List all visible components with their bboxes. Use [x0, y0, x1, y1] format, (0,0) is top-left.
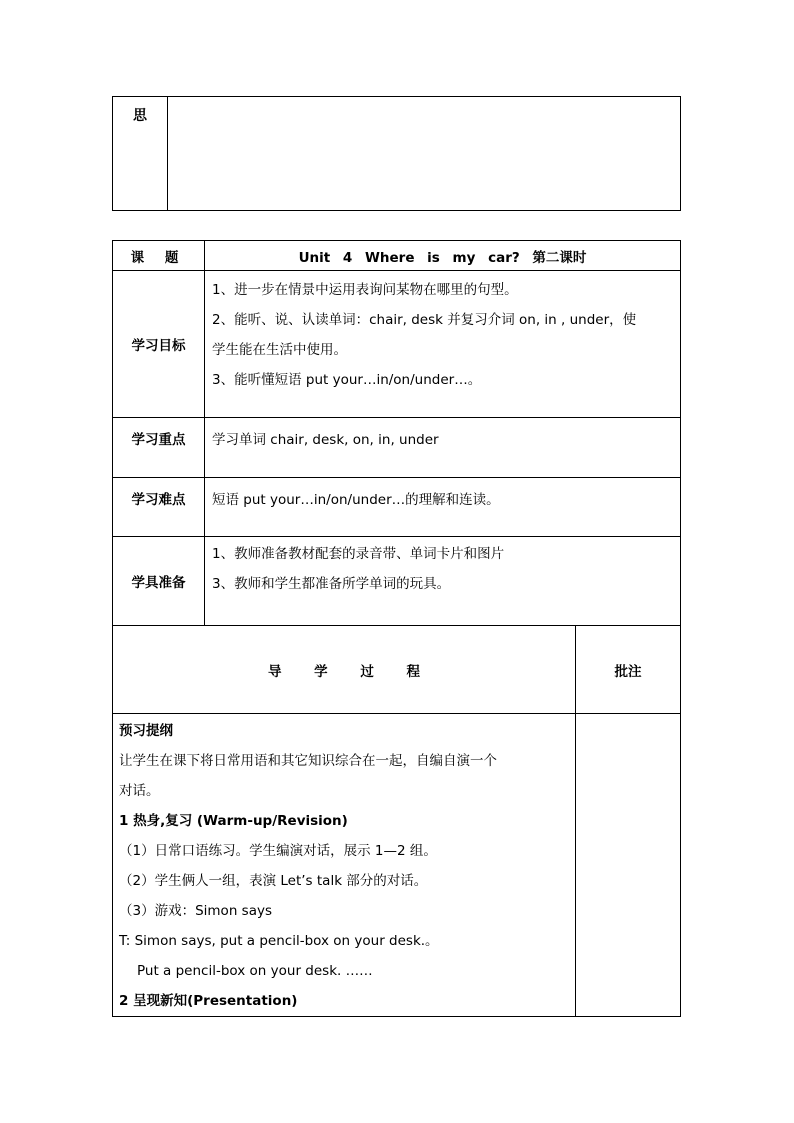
process-line: （1）日常口语练习。学生编演对话，展示 1—2 组。	[119, 843, 437, 859]
topic-label: 课 题	[113, 241, 205, 271]
goals-label: 学习目标	[113, 271, 205, 418]
process-line: （2）学生俩人一组，表演 Let’s talk 部分的对话。	[119, 873, 428, 889]
key-label: 学习重点	[113, 418, 205, 478]
reflection-content	[168, 97, 681, 211]
prep-label: 学具准备	[113, 537, 205, 626]
process-line: Put a pencil-box on your desk. ……	[137, 963, 373, 979]
process-content	[113, 714, 576, 1017]
goals-list	[205, 271, 681, 418]
reflection-label: 思	[113, 97, 168, 211]
topic-value: Unit 4 Where is my car? 第二课时	[205, 241, 681, 271]
lesson-table	[112, 240, 681, 1017]
difficulty-value: 短语 put your…in/on/under…的理解和连读。	[205, 478, 681, 537]
process-line: 让学生在课下将日常用语和其它知识综合在一起，自编自演一个	[119, 753, 497, 769]
preview-outline-heading: 预习提纲	[119, 723, 173, 739]
goal-item: 3、能听懂短语 put your…in/on/under…。	[212, 372, 482, 388]
process-line: 对话。	[119, 783, 160, 799]
process-header: 导 学 过 程	[113, 626, 576, 714]
key-value: 学习单词 chair, desk, on, in, under	[205, 418, 681, 478]
notes-content	[576, 714, 681, 1017]
goal-item: 2、能听、说、认读单词：chair, desk 并复习介词 on, in , under，使	[212, 312, 637, 328]
reflection-table	[112, 96, 681, 211]
prep-item: 1、教师准备教材配套的录音带、单词卡片和图片	[212, 546, 505, 562]
prep-list	[205, 537, 681, 626]
warmup-heading: 1 热身,复习 (Warm-up/Revision)	[119, 813, 348, 829]
prep-item: 3、教师和学生都准备所学单词的玩具。	[212, 576, 451, 592]
process-line: （3）游戏：Simon says	[119, 903, 272, 919]
process-line: T: Simon says, put a pencil-box on your desk.。	[119, 933, 439, 949]
presentation-heading: 2 呈现新知(Presentation)	[119, 993, 298, 1009]
notes-header: 批注	[576, 626, 681, 714]
goal-item: 1、进一步在情景中运用表询问某物在哪里的句型。	[212, 282, 518, 298]
goal-item: 学生能在生活中使用。	[212, 342, 347, 358]
difficulty-label: 学习难点	[113, 478, 205, 537]
